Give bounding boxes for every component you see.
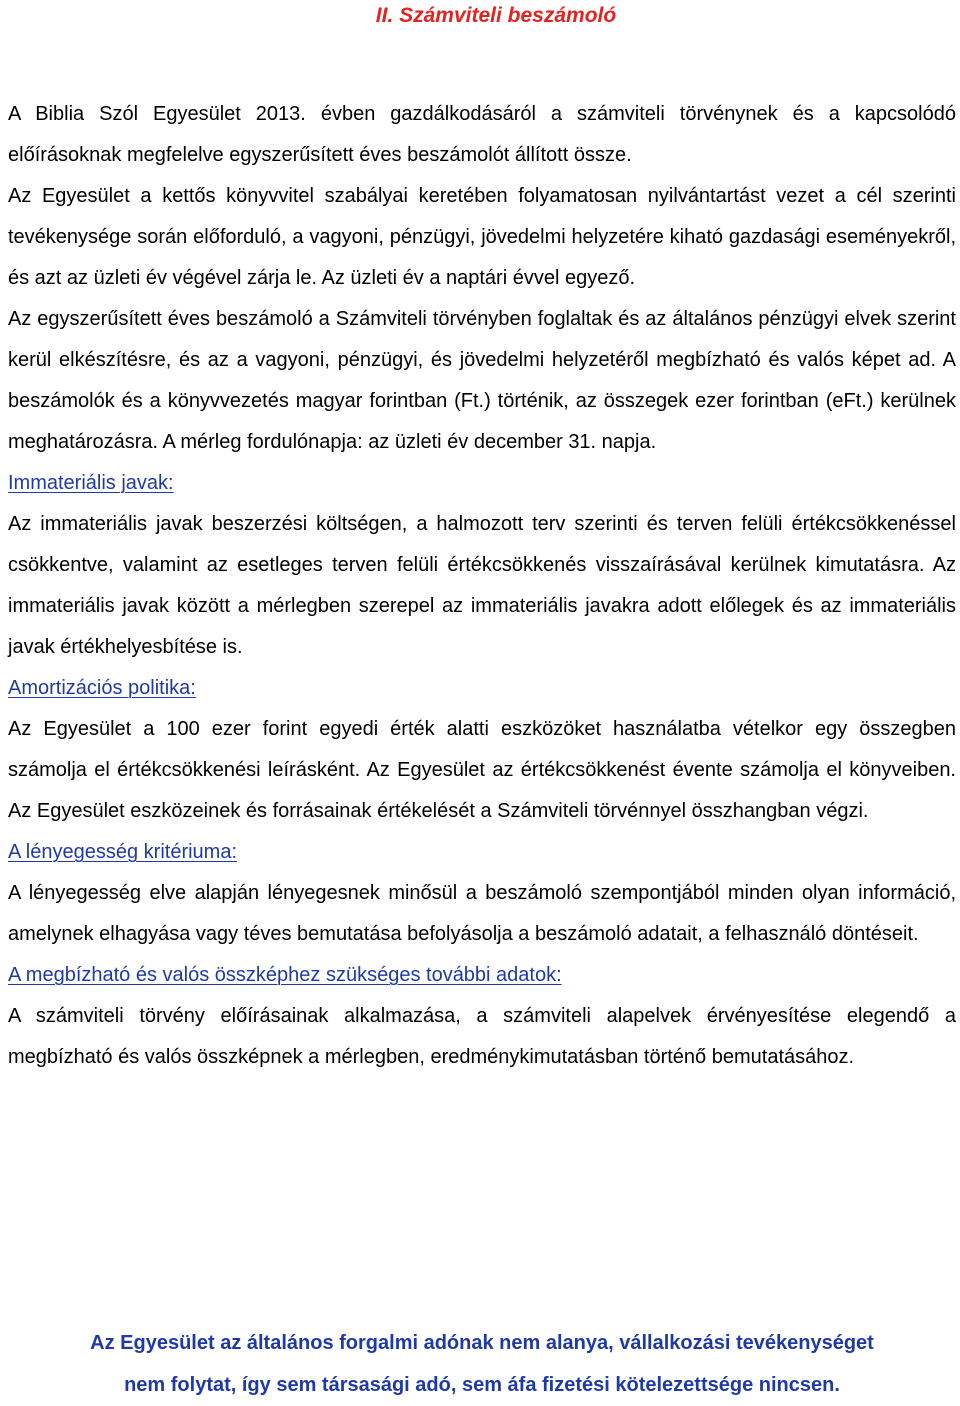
page-title: II. Számviteli beszámoló (375, 4, 617, 27)
intangibles-heading: Immateriális javak: (8, 472, 174, 494)
document-body (8, 94, 956, 1078)
amortization-paragraph: Az Egyesület a 100 ezer forint egyedi érték alatti eszközöket használatba vételkor egy összegben számolja el értékcsökkenési leírásként. Az Egyesület az értékcsökkenést évente számolja el könyveiben. Az Egyesület eszközeinek és forrásainak értékelését a Számviteli törvénnyel összhangban végzi. (8, 718, 956, 822)
amortization-heading: Amortizációs politika: (8, 677, 196, 699)
true-fair-heading: A megbízható és valós összképhez szükséges további adatok: (8, 964, 562, 986)
bookkeeping-paragraph: Az Egyesület a kettős könyvvitel szabályai keretében folyamatosan nyilvántartást vezet a cél szerinti tevékenysége során előforduló, a vagyoni, pénzügyi, jövedelmi helyzetére kiható gazdasági eseményekről, és azt az üzleti év végével zárja le. Az üzleti év a naptári évvel egyező. (8, 185, 956, 289)
intangibles-paragraph: Az immateriális javak beszerzési költségen, a halmozott terv szerinti és terven felüli értékcsökkenéssel csökkentve, valamint az esetleges terven felüli értékcsökkenés visszaírásával kerülnek kimutatásra. Az immateriális javak között a mérlegben szerepel az immateriális javakra adott előlegek és az immateriális javak értékhelyesbítése is. (8, 513, 956, 658)
materiality-paragraph: A lényegesség elve alapján lényegesnek minősül a beszámoló szempontjából minden olyan információ, amelynek elhagyása vagy téves bemutatása befolyásolja a beszámoló adatait, a felhasználó döntéseit. (8, 882, 956, 945)
simplified-report-paragraph: Az egyszerűsített éves beszámoló a Számviteli törvényben foglaltak és az általános pénzügyi elvek szerint kerül elkészítésre, és az a vagyoni, pénzügyi, és jövedelmi helyzetéről megbízható és valós képet ad. A beszámolók és a könyvvezetés magyar forintban (Ft.) történik, az összegek ezer forintban (eFt.) kerülnek meghatározásra. A mérleg fordulónapja: az üzleti év december 31. napja. (8, 308, 956, 453)
vat-notice-line-2: nem folytat, így sem társasági adó, sem áfa fizetési kötelezettsége nincsen. (124, 1374, 840, 1396)
vat-notice-line-1: Az Egyesület az általános forgalmi adónak nem alanya, vállalkozási tevékenységet (90, 1332, 874, 1354)
intro-paragraph: A Biblia Szól Egyesület 2013. évben gazdálkodásáról a számviteli törvénynek és a kapcsolódó előírásoknak megfelelve egyszerűsített éves beszámolót állított össze. (8, 103, 956, 166)
vat-notice (8, 1322, 956, 1406)
document-page (8, 0, 956, 1396)
materiality-heading: A lényegesség kritériuma: (8, 841, 238, 863)
true-fair-paragraph: A számviteli törvény előírásainak alkalmazása, a számviteli alapelvek érvényesítése elegendő a megbízható és valós összképnek a mérlegben, eredménykimutatásban történő bemutatásához. (8, 1005, 956, 1068)
